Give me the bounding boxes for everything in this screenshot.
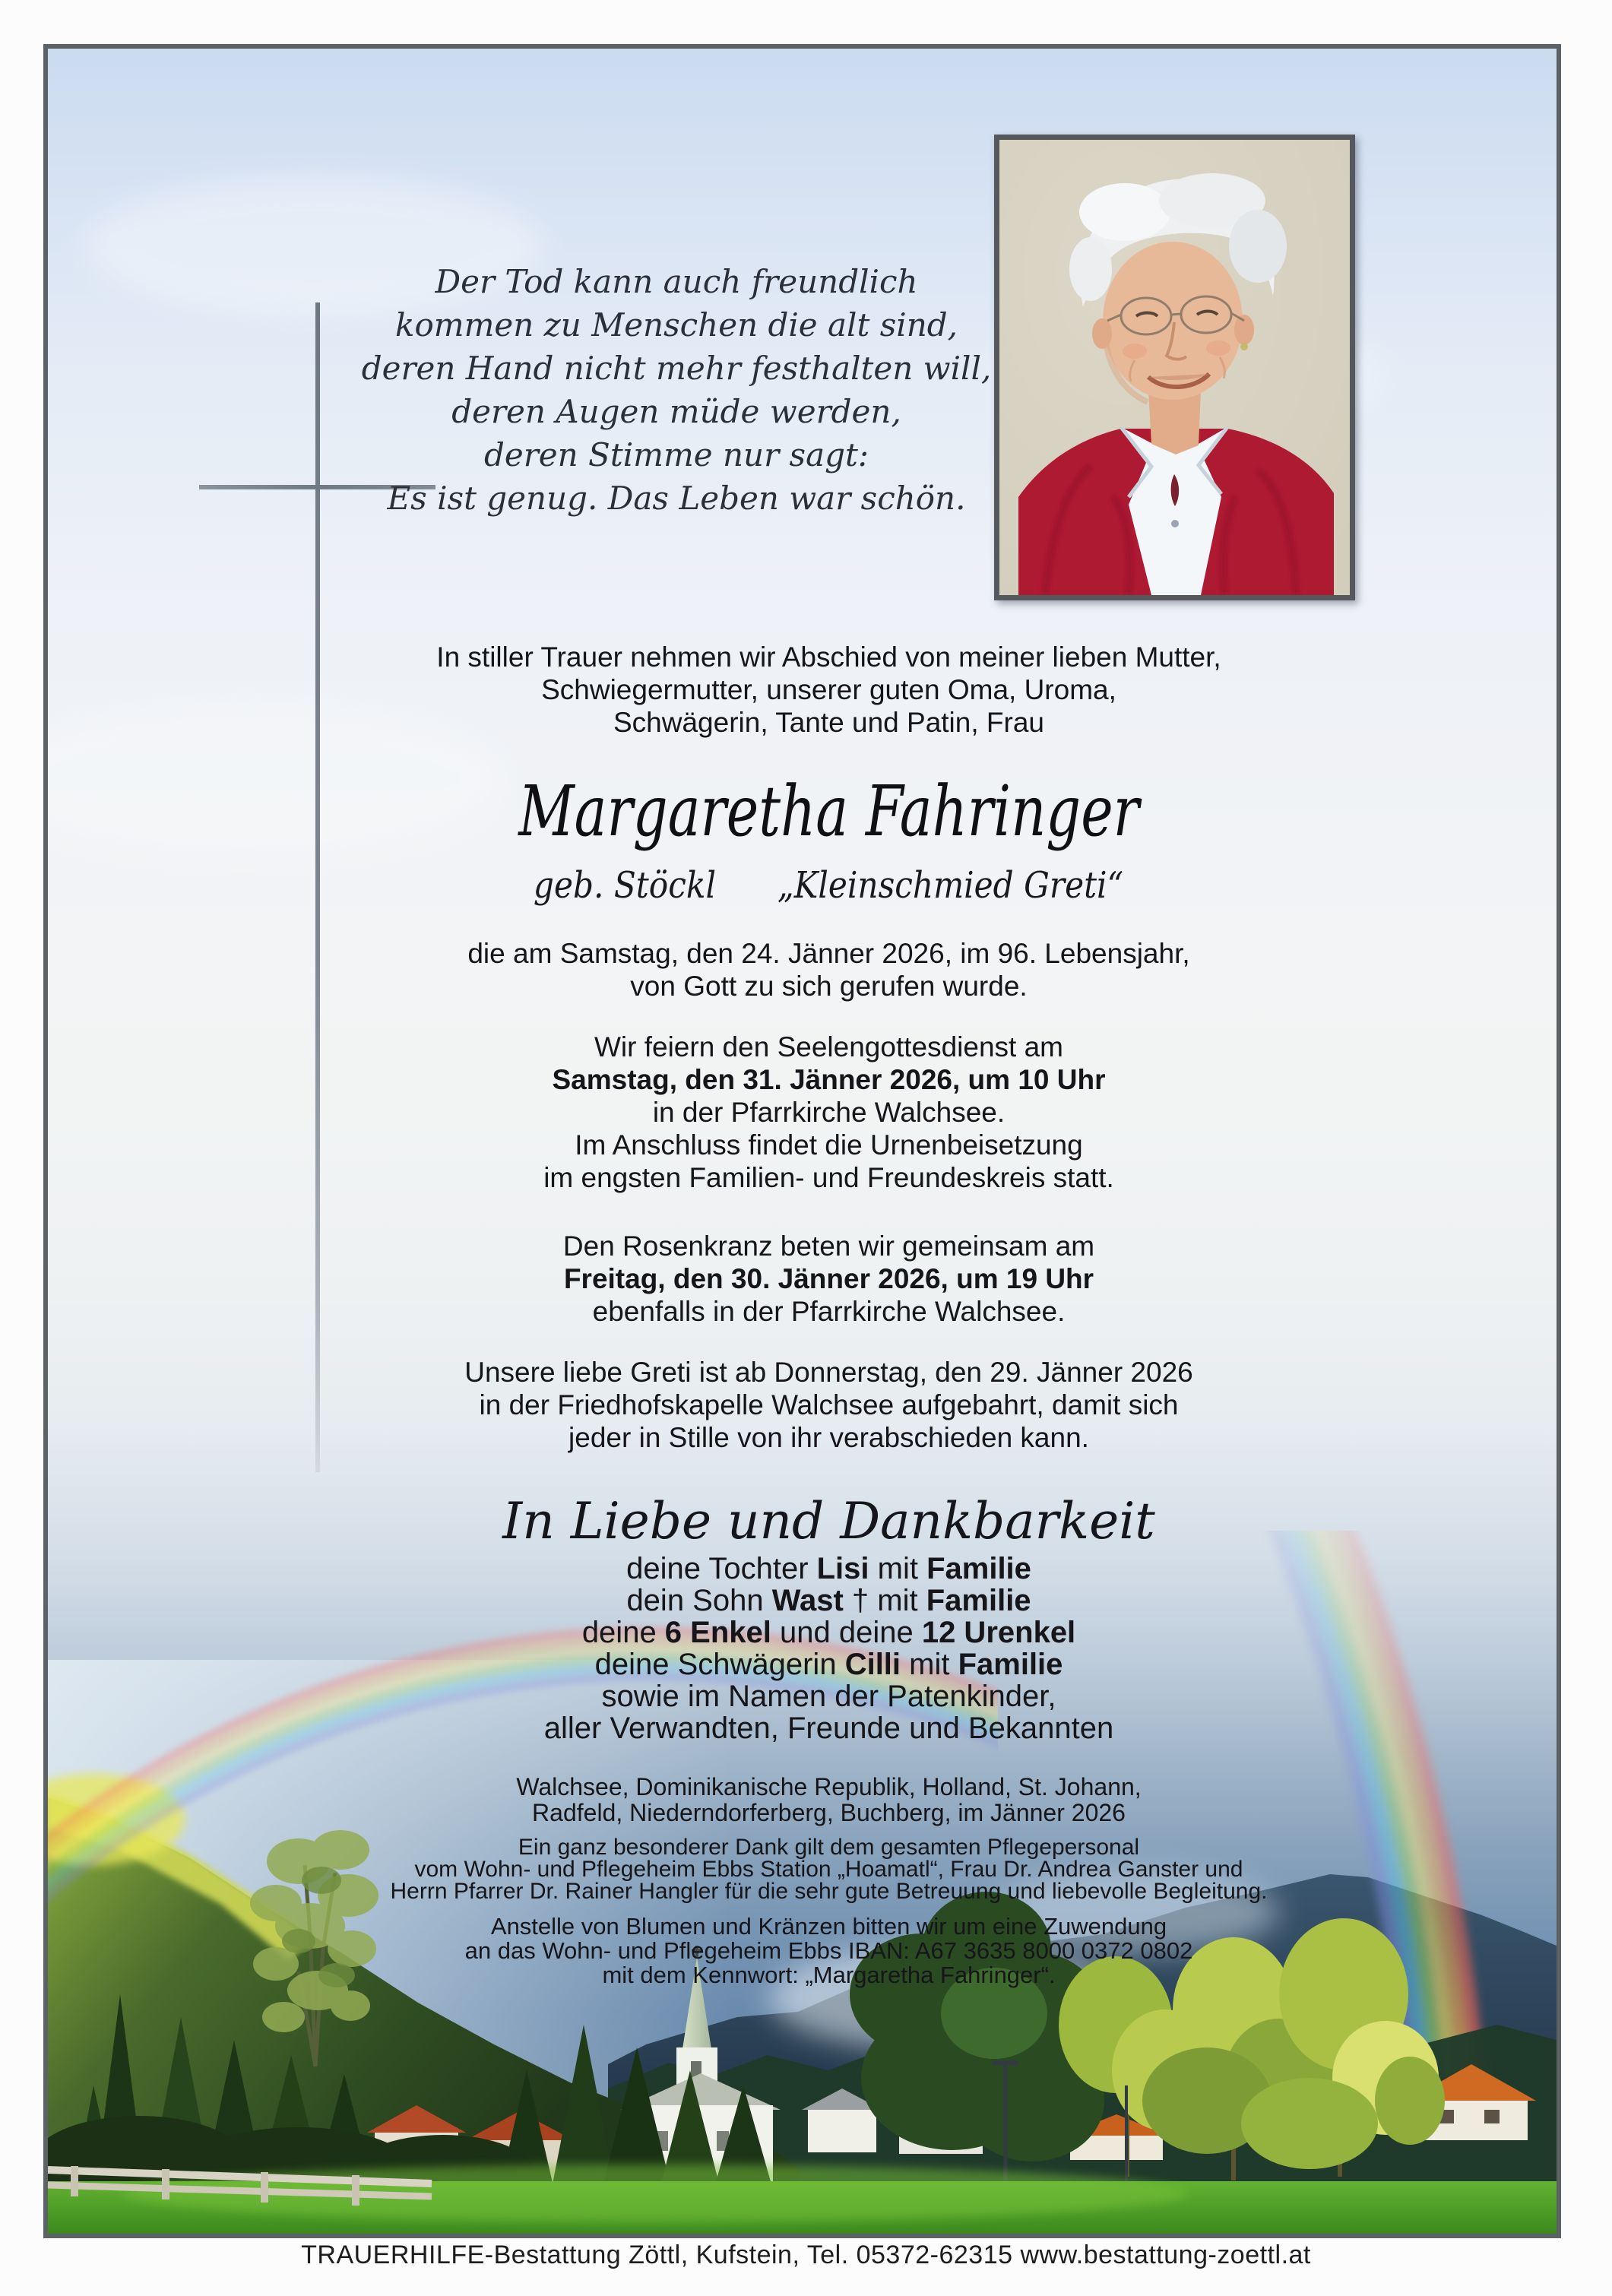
donation-text: mit dem Kennwort: „Margaretha Fahringer“. <box>602 1962 1056 1988</box>
family-text: mit <box>869 1552 927 1585</box>
family-text: deine <box>581 1616 665 1649</box>
family-list <box>101 1553 1557 1744</box>
nickname: „Kleinschmied Greti“ <box>777 864 1124 907</box>
poem-line: Es ist genug. Das Leben war schön. <box>387 480 966 517</box>
service-line: im engsten Familien- und Freundeskreis statt. <box>543 1162 1114 1193</box>
donation-text: Anstelle von Blumen und Kränzen bitten wir um eine Zuwendung <box>490 1913 1167 1940</box>
family-text: mit <box>901 1648 958 1681</box>
family-name: Familie <box>958 1648 1063 1681</box>
birth-name: geb. Stöckl <box>534 864 717 907</box>
thanks-text: Herrn Pfarrer Dr. Rainer Hangler für die sehr gute Betreuung und liebevolle Begleitung. <box>390 1879 1268 1904</box>
death-notice <box>101 937 1557 1002</box>
places-line <box>101 1774 1557 1826</box>
poem-line: kommen zu Menschen die alt sind, <box>395 306 958 344</box>
farewell-line: jeder in Stille von ihr verabschieden kann. <box>568 1422 1089 1453</box>
donation-iban: an das Wohn- und Pflegeheim Ebbs IBAN: A67 3635 8000 0372 0802 <box>464 1937 1193 1964</box>
poem-line: deren Augen müde werden, <box>451 393 901 430</box>
farewell-line: Unsere liebe Greti ist ab Donnerstag, den 29. Jänner 2026 <box>464 1357 1193 1388</box>
family-name: Cilli <box>844 1648 901 1681</box>
donation-paragraph <box>101 1914 1557 1987</box>
family-text: deine Schwägerin <box>594 1648 845 1681</box>
family-text: und deine <box>771 1616 922 1649</box>
death-line: die am Samstag, den 24. Jänner 2026, im 96. Lebensjahr, <box>467 938 1190 969</box>
rosary-date: Freitag, den 30. Jänner 2026, um 19 Uhr <box>563 1263 1094 1294</box>
deceased-subname <box>101 863 1557 907</box>
family-line: aller Verwandten, Freunde und Bekannten <box>543 1712 1114 1745</box>
family-line <box>101 1617 1557 1648</box>
family-line <box>101 1585 1557 1617</box>
rosary-line: Den Rosenkranz beten wir gemeinsam am <box>562 1230 1095 1262</box>
intro-line: In stiller Trauer nehmen wir Abschied von meiner lieben Mutter, <box>436 641 1221 673</box>
family-text: † mit <box>843 1584 926 1617</box>
service-line: in der Pfarrkirche Walchsee. <box>652 1097 1006 1128</box>
thanks-text: vom Wohn- und Pflegeheim Ebbs Station „Hoamatl“, Frau Dr. Andrea Ganster und <box>414 1857 1243 1882</box>
service-line: Wir feiern den Seelengottesdienst am <box>594 1031 1063 1062</box>
service-info <box>101 1031 1557 1194</box>
thanks-paragraph <box>101 1836 1557 1902</box>
farewell-line: in der Friedhofskapelle Walchsee aufgebahrt, damit sich <box>479 1389 1179 1420</box>
poem-line: Der Tod kann auch freundlich <box>435 263 918 300</box>
family-name: Lisi <box>816 1552 869 1585</box>
poem-line: deren Hand nicht mehr festhalten will, <box>361 350 992 387</box>
death-line: von Gott zu sich gerufen wurde. <box>630 971 1028 1002</box>
places-text: Walchsee, Dominikanische Republik, Holland, St. Johann, <box>516 1773 1142 1800</box>
family-name: Familie <box>926 1552 1031 1585</box>
family-line: sowie im Namen der Patenkinder, <box>601 1680 1056 1713</box>
poem-line: deren Stimme nur sagt: <box>483 436 869 473</box>
family-name: Wast <box>771 1584 844 1617</box>
rosary-line: ebenfalls in der Pfarrkirche Walchsee. <box>592 1296 1066 1327</box>
service-date: Samstag, den 31. Jänner 2026, um 10 Uhr <box>552 1064 1106 1095</box>
obituary-card <box>43 44 1561 2238</box>
family-line <box>101 1553 1557 1585</box>
rosary-info <box>101 1230 1557 1328</box>
family-name: 12 Urenkel <box>921 1616 1076 1649</box>
family-text: dein Sohn <box>626 1584 772 1617</box>
funeral-home-footer: TRAUERHILFE-Bestattung Zöttl, Kufstein, Tel. 05372-62315 www.bestattung-zoettl.at <box>301 2241 1311 2269</box>
family-name: Familie <box>926 1584 1031 1617</box>
intro-line: Schwägerin, Tante und Patin, Frau <box>613 707 1044 738</box>
places-text: Radfeld, Niederndorferberg, Buchberg, im Jänner 2026 <box>532 1799 1126 1826</box>
closing-phrase: In Liebe und Dankbarkeit <box>502 1492 1155 1550</box>
deceased-name: Margaretha Fahringer <box>518 771 1139 852</box>
family-line <box>101 1648 1557 1680</box>
intro-text <box>101 641 1557 739</box>
family-name: 6 Enkel <box>664 1616 771 1649</box>
deceased-name-block <box>101 766 1557 857</box>
intro-line: Schwiegermutter, unserer guten Oma, Uroma, <box>541 674 1116 705</box>
family-text: deine Tochter <box>626 1552 817 1585</box>
service-line: Im Anschluss findet die Urnenbeisetzung <box>575 1129 1083 1161</box>
thanks-text: Ein ganz besonderer Dank gilt dem gesamten Pflegepersonal <box>518 1835 1140 1860</box>
farewell-info <box>101 1356 1557 1454</box>
poem <box>48 260 1305 520</box>
